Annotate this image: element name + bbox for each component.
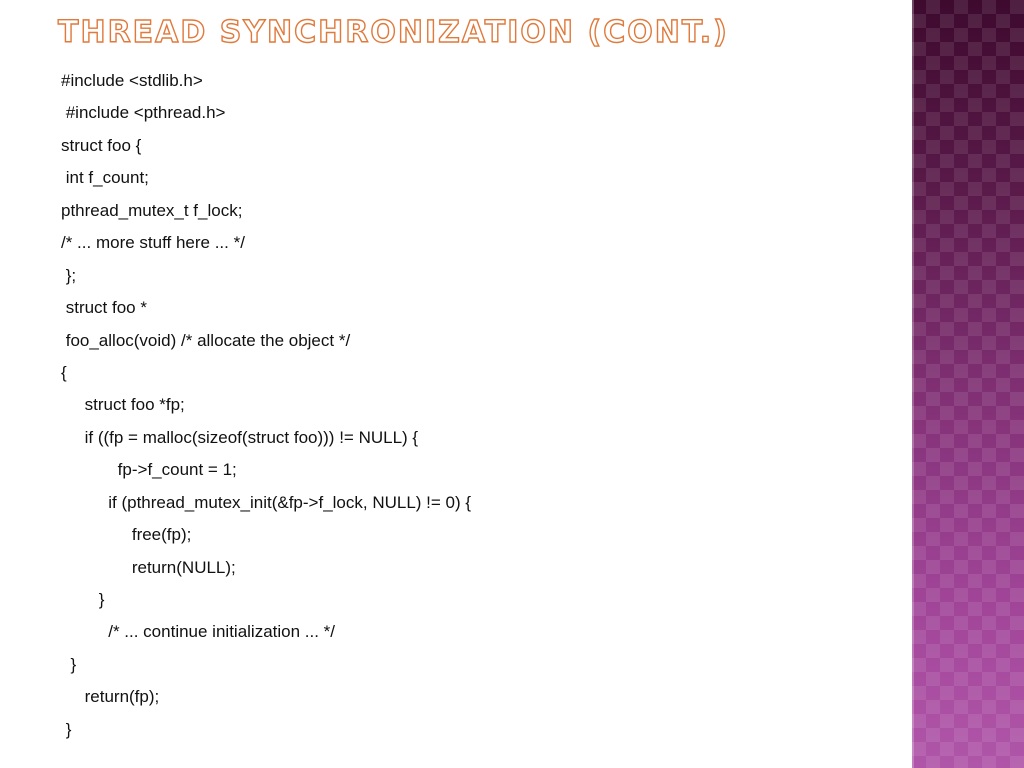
code-line: } — [61, 719, 72, 739]
code-line: foo_alloc(void) /* allocate the object */ — [61, 330, 351, 350]
code-line: if ((fp = malloc(sizeof(struct foo))) != NULL) { — [61, 427, 419, 447]
code-line: struct foo *fp; — [61, 395, 185, 415]
code-line: } — [61, 654, 77, 674]
code-line: struct foo { — [61, 135, 142, 155]
decorative-side-panel — [912, 0, 1024, 768]
panel-edge-line — [912, 0, 914, 768]
code-line: return(NULL); — [61, 557, 236, 577]
code-block — [61, 70, 471, 751]
code-line: #include <stdlib.h> — [61, 71, 203, 90]
slide-title: THREAD SYNCHRONIZATION (CONT.) — [58, 15, 729, 50]
code-line: /* ... continue initialization ... */ — [61, 622, 336, 642]
code-line: fp->f_count = 1; — [61, 460, 237, 480]
code-line: free(fp); — [61, 525, 192, 545]
code-line: }; — [61, 265, 77, 285]
code-line: struct foo * — [61, 298, 147, 318]
code-line: #include <pthread.h> — [61, 103, 226, 123]
code-line: pthread_mutex_t f_lock; — [61, 200, 243, 220]
code-line: { — [61, 362, 67, 382]
code-line: return(fp); — [61, 687, 160, 707]
code-line: } — [61, 590, 105, 609]
code-line: int f_count; — [61, 168, 149, 188]
code-line: /* ... more stuff here ... */ — [61, 233, 245, 253]
code-line: if (pthread_mutex_init(&fp->f_lock, NULL) != 0) { — [61, 492, 472, 512]
